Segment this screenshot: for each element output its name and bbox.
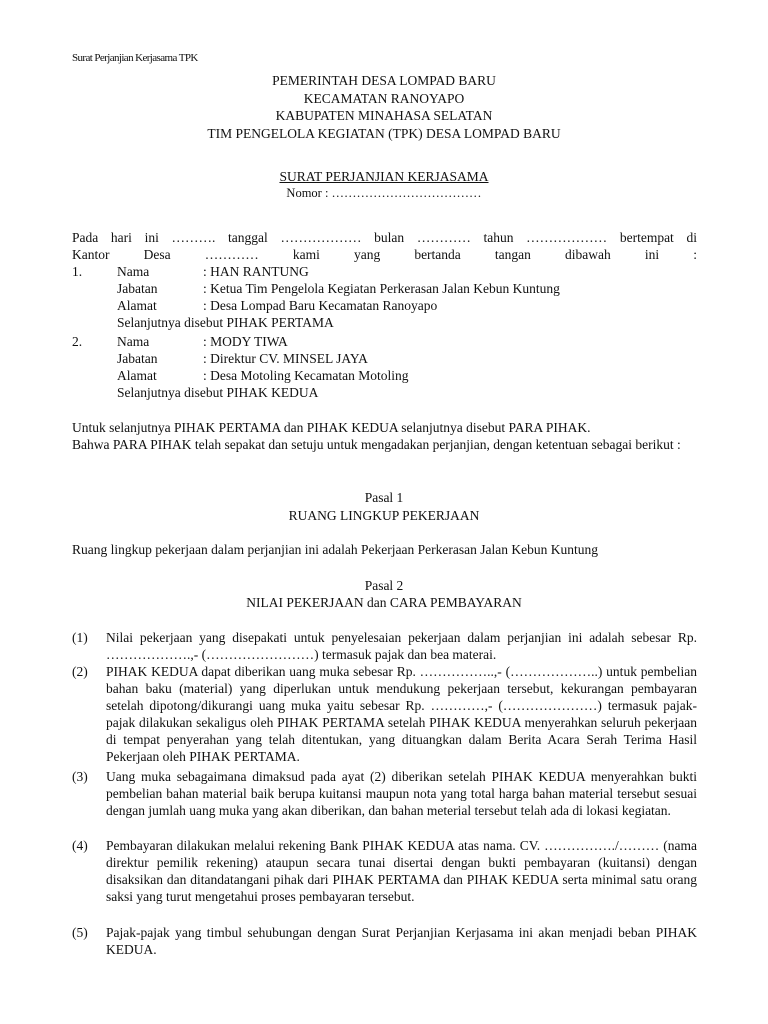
running-head: Surat Perjanjian Kerjasama TPK <box>72 52 198 64</box>
clause-item <box>72 924 697 958</box>
field-label: Jabatan <box>117 351 158 366</box>
clause-item <box>72 768 697 819</box>
clause-text: PIHAK KEDUA dapat diberikan uang muka sebesar Rp. ……………..,- (………………..) untuk pembelian bahan baku (material) yang diperlukan untuk mendukung pekerjaan tersebut, kekurangan pembayaran setelah dipotong/dikurangi uang muka yaitu sebesar Rp. …………,- (…………………) termasuk pajak-pajak dilakukan sekaligus oleh PIHAK PERTAMA setelah PIHAK KEDUA menyerahkan seluruh pekerjaan di tempat penyerahan yang telah ditentukan, yang dituangkan dalam Berita Acara Serah Terima Hasil Pekerjaan oleh PIHAK PERTAMA. <box>106 664 697 764</box>
party-number: 1. <box>72 264 83 279</box>
letterhead <box>0 72 768 142</box>
field-label: Alamat <box>117 368 157 383</box>
letterhead-line: PEMERINTAH DESA LOMPAD BARU <box>272 73 496 88</box>
letterhead-line: KABUPATEN MINAHASA SELATAN <box>275 108 493 123</box>
field-label: Nama <box>117 264 150 279</box>
party-number: 2. <box>72 334 83 349</box>
agreement-statement: Bahwa PARA PIHAK telah sepakat dan setuju untuk mengadakan perjanjian, dengan ketentuan sebagai berikut : <box>72 437 681 452</box>
field-label: Alamat <box>117 298 157 313</box>
intro-line-2: Kantor Desa ………… kami yang bertanda tangan dibawah ini : <box>72 247 697 262</box>
document-number: Nomor : ……………………………… <box>286 186 482 200</box>
party-position: : Ketua Tim Pengelola Kegiatan Perkerasan Jalan Kebun Kuntung <box>203 281 560 296</box>
party-designation: Selanjutnya disebut PIHAK KEDUA <box>117 385 319 400</box>
clause-number: (5) <box>72 925 88 940</box>
field-label: Jabatan <box>117 281 158 296</box>
letterhead-line: KECAMATAN RANOYAPO <box>303 90 465 106</box>
party-name: : HAN RANTUNG <box>203 264 309 279</box>
clause-text: Uang muka sebagaimana dimaksud pada ayat (2) diberikan setelah PIHAK KEDUA menyerahkan bukti pembelian bahan material baik berupa kuitansi maupun nota yang total harga bahan material tersebut sesuai dengan jumlah uang muka yang akan diberikan, dan bahan meterial tersebut telah ada di lokasi kegiatan. <box>106 769 697 818</box>
clause-number: (3) <box>72 769 88 784</box>
intro-line-1: Pada hari ini ………. tanggal ……………… bulan ………… tahun ……………… bertempat di <box>72 230 697 245</box>
letterhead-line: TIM PENGELOLA KEGIATAN (TPK) DESA LOMPAD BARU <box>207 125 561 141</box>
pasal-2-number: Pasal 2 <box>364 578 404 593</box>
document-title-block <box>0 168 768 202</box>
clause-item <box>72 663 697 765</box>
clause-text: Pajak-pajak yang timbul sehubungan dengan Surat Perjanjian Kerjasama ini akan menjadi beban PIHAK KEDUA. <box>106 925 697 957</box>
pasal-2-title: NILAI PEKERJAAN dan CARA PEMBAYARAN <box>246 595 522 610</box>
document-title: SURAT PERJANJIAN KERJASAMA <box>279 169 489 184</box>
clause-number: (1) <box>72 630 88 645</box>
clause-number: (4) <box>72 838 88 853</box>
pasal-1-body: Ruang lingkup pekerjaan dalam perjanjian ini adalah Pekerjaan Perkerasan Jalan Kebun Kuntung <box>72 542 598 557</box>
pasal-1-number: Pasal 1 <box>364 490 404 505</box>
pasal-1-title: RUANG LINGKUP PEKERJAAN <box>288 508 480 523</box>
party-address: : Desa Motoling Kecamatan Motoling <box>203 368 409 383</box>
party-position: : Direktur CV. MINSEL JAYA <box>203 351 368 366</box>
party-designation: Selanjutnya disebut PIHAK PERTAMA <box>117 315 334 330</box>
para-pihak-statement: Untuk selanjutnya PIHAK PERTAMA dan PIHAK KEDUA selanjutnya disebut PARA PIHAK. <box>72 420 591 435</box>
clause-text: Pembayaran dilakukan melalui rekening Bank PIHAK KEDUA atas nama. CV. ……………./……… (nama direktur pemilik rekening) ataupun secara tunai disertai dengan bukti pembayaran (kuitansi) dengan disaksikan dan ditandatangani pihak dari PIHAK PERTAMA dan PIHAK KEDUA serta minimal satu orang saksi yang turut mengetahui proses pembayaran tersebut. <box>106 838 697 904</box>
clause-number: (2) <box>72 664 88 679</box>
clause-text: Nilai pekerjaan yang disepakati untuk penyelesaian pekerjaan dalam perjanjian ini adalah sebesar Rp. ……………….,- (……………………) termasuk pajak dan bea materai. <box>106 630 697 662</box>
clause-item <box>72 629 697 663</box>
field-label: Nama <box>117 334 150 349</box>
party-address: : Desa Lompad Baru Kecamatan Ranoyapo <box>203 298 438 313</box>
clause-item <box>72 837 697 905</box>
party-name: : MODY TIWA <box>203 334 288 349</box>
